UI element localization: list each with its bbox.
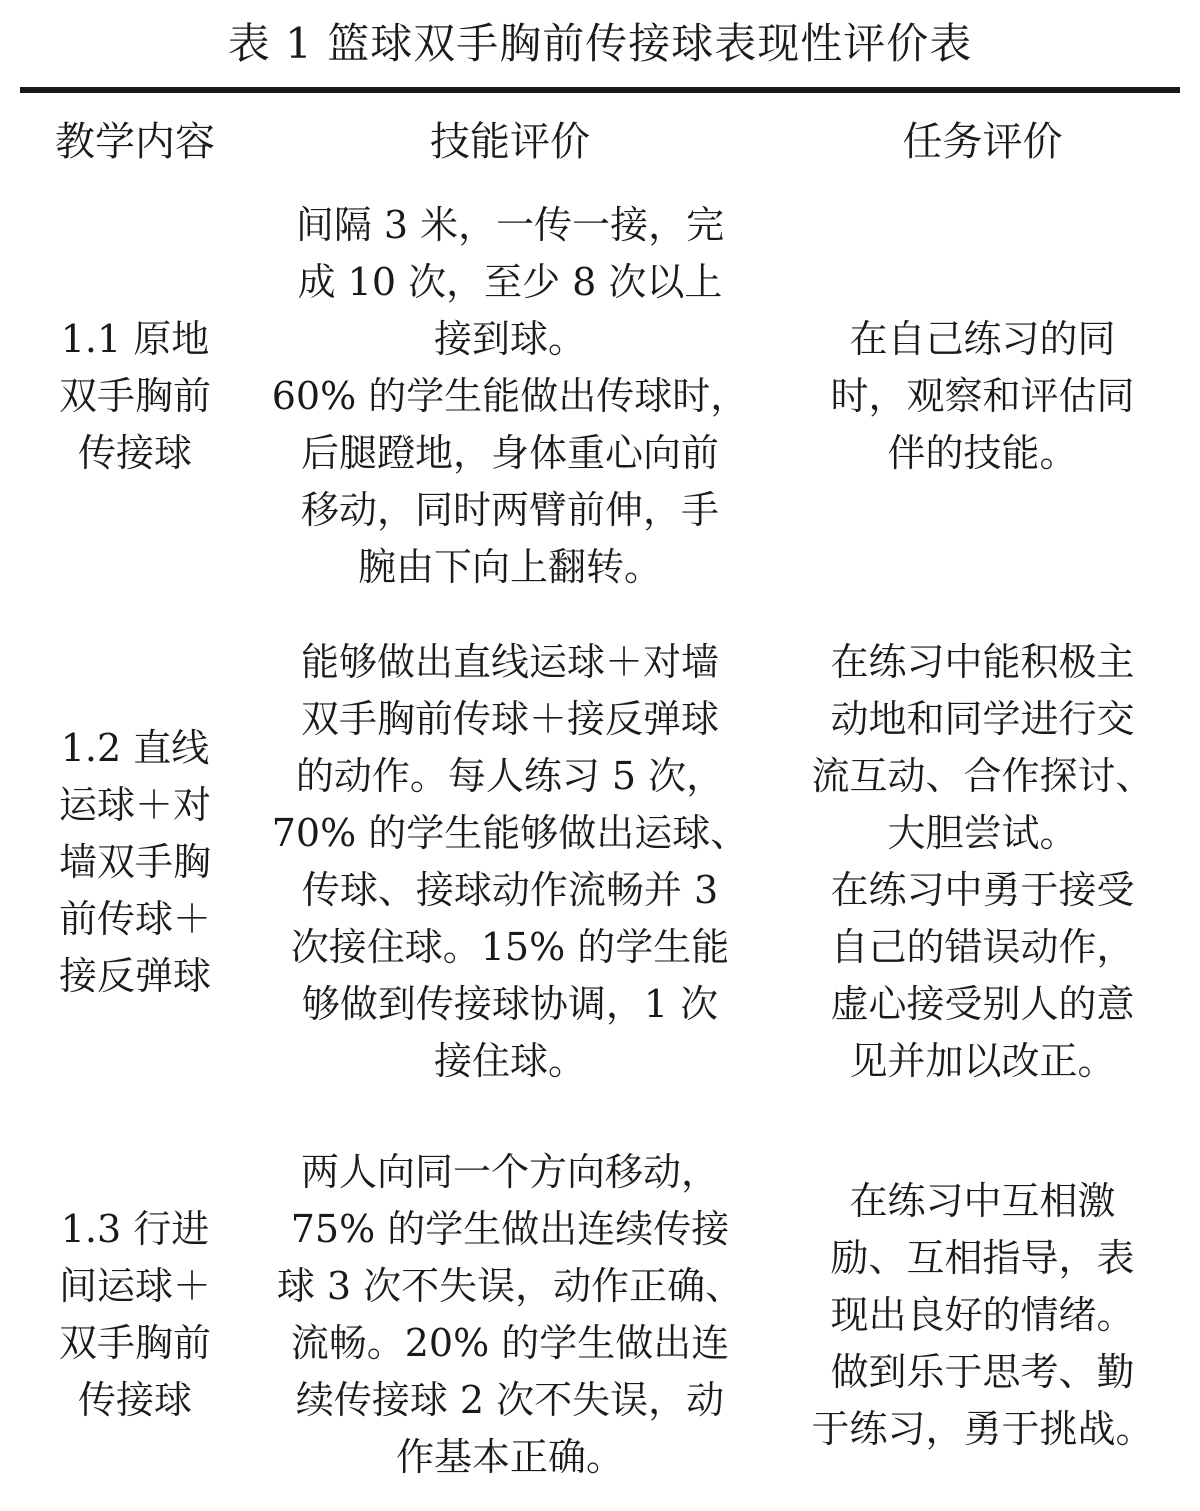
row3-task-line: 在练习中互相激: [849, 1178, 1116, 1223]
row3-skill-line: 两人向同一个方向移动，: [300, 1150, 719, 1194]
row2-skill-cell: [270, 632, 750, 1092]
row3-task-line: 于练习，勇于挑战。: [811, 1406, 1154, 1451]
table-title: 表 1 篮球双手胸前传接球表现性评价表: [227, 19, 973, 68]
row1-content-cell: [30, 196, 240, 596]
row2-skill-line: 能够做出直线运球＋对墙: [300, 640, 719, 684]
row2-skill-line: 70% 的学生能够做出运球、: [271, 811, 749, 855]
row2-task-line: 虚心接受别人的意: [830, 982, 1135, 1026]
row2-content-line: 运球＋对: [58, 782, 211, 827]
row3-skill-line: 球 3 次不失误，动作正确、: [276, 1264, 744, 1308]
row1-skill-line: 移动，同时两臂前伸，手: [300, 487, 719, 532]
row1-skill-line: 腕由下向上翻转。: [357, 544, 662, 589]
row1-task-cell: [800, 196, 1165, 596]
row1-skill-line: 接到球。: [433, 316, 586, 361]
row2-content-cell: [30, 632, 240, 1092]
row3-content-line: 双手胸前: [58, 1321, 211, 1365]
row3-skill-line: 75% 的学生做出连续传接: [290, 1207, 730, 1251]
row2-task-line: 动地和同学进行交: [830, 697, 1135, 741]
row1-content-line: 1.1 原地: [60, 316, 210, 361]
row2-task-line: 在练习中勇于接受: [830, 868, 1135, 912]
row3-content-cell: [30, 1140, 240, 1490]
row2-skill-line: 接住球。: [433, 1039, 586, 1083]
row3-skill-line: 流畅。20% 的学生做出连: [290, 1321, 730, 1365]
row3-task-line: 励、互相指导，表: [830, 1235, 1135, 1280]
row1-task-line: 在自己练习的同: [849, 316, 1116, 361]
row1-content-line: 双手胸前: [58, 373, 211, 418]
row2-task-cell: [800, 632, 1165, 1092]
row2-skill-line: 次接住球。15% 的学生能: [290, 925, 730, 969]
row2-task-line: 大胆尝试。: [887, 811, 1078, 855]
row3-task-line: 做到乐于思考、勤: [830, 1349, 1135, 1394]
header-content: 教学内容: [55, 119, 215, 165]
row1-skill-line: 间隔 3 米，一传一接，完: [295, 202, 725, 247]
row3-task-line: 现出良好的情绪。: [830, 1292, 1135, 1337]
row3-skill-cell: [270, 1140, 750, 1490]
row3-skill-line: 作基本正确。: [395, 1435, 624, 1479]
row3-content-line: 传接球: [77, 1378, 192, 1422]
top-rule: [20, 87, 1180, 93]
row1-skill-cell: [270, 196, 750, 596]
row2-task-line: 流互动、合作探讨、: [811, 754, 1154, 798]
row2-content-line: 墙双手胸: [58, 839, 211, 884]
row2-content-line: 接反弹球: [58, 953, 211, 998]
row3-task-cell: [800, 1140, 1165, 1490]
row3-skill-line: 续传接球 2 次不失误，动: [295, 1378, 725, 1422]
row2-skill-line: 双手胸前传球＋接反弹球: [300, 697, 719, 741]
row3-content-line: 1.3 行进: [60, 1207, 210, 1251]
row2-task-line: 自己的错误动作，: [830, 925, 1135, 969]
row2-task-line: 在练习中能积极主: [830, 640, 1135, 684]
row1-skill-line: 成 10 次，至少 8 次以上: [297, 259, 723, 304]
row1-task-line: 时，观察和评估同: [830, 373, 1135, 418]
row2-skill-line: 够做到传接球协调，1 次: [301, 982, 719, 1026]
header-skill: 技能评价: [430, 119, 590, 165]
row2-content-line: 前传球＋: [58, 896, 211, 941]
row1-content-line: 传接球: [77, 430, 192, 475]
row2-skill-line: 传球、接球动作流畅并 3: [301, 868, 719, 912]
row3-content-line: 间运球＋: [58, 1264, 211, 1308]
header-task: 任务评价: [902, 119, 1063, 165]
row1-skill-line: 60% 的学生能做出传球时，: [271, 373, 749, 418]
row2-content-line: 1.2 直线: [60, 725, 210, 770]
row1-skill-line: 后腿蹬地，身体重心向前: [300, 430, 719, 475]
row2-skill-line: 的动作。每人练习 5 次，: [295, 754, 725, 798]
row1-task-line: 伴的技能。: [887, 430, 1078, 475]
row2-task-line: 见并加以改正。: [849, 1039, 1116, 1083]
